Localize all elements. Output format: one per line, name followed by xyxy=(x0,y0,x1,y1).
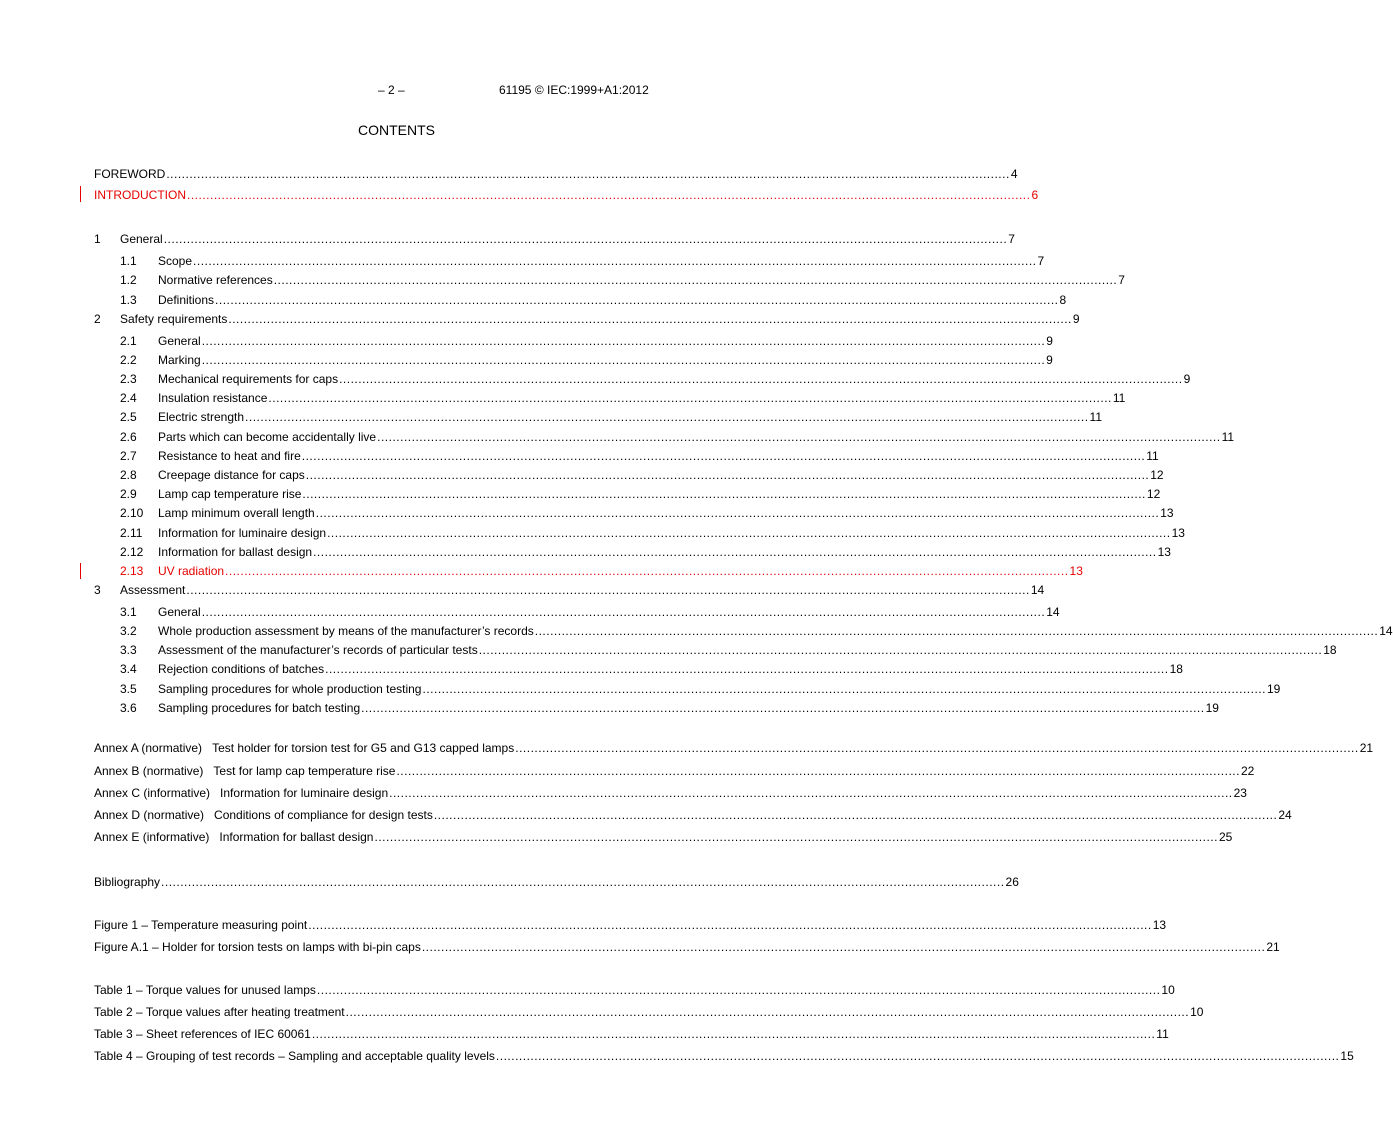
toc-label: Table 1 – Torque values for unused lamps xyxy=(94,983,316,997)
leader-dots: ............................................................................................................................................................................................................................ xyxy=(327,526,1171,540)
toc-entry-clause-2[interactable] xyxy=(94,310,1080,326)
toc-label: 2.12 Information for ballast design xyxy=(120,545,313,559)
toc-entry-annex-a[interactable] xyxy=(94,739,1374,755)
toc-label: Annex C (informative) Information for luminaire design xyxy=(94,786,389,800)
leader-dots: ............................................................................................................................................................................................................................ xyxy=(273,273,1118,287)
toc-entry-clause-2-1[interactable] xyxy=(120,332,1053,348)
toc-page: 14 xyxy=(1046,605,1060,619)
toc-entry-clause-2-8[interactable] xyxy=(120,466,1164,482)
leader-dots: ............................................................................................................................................................................................................................ xyxy=(515,741,1359,755)
toc-page: 11 xyxy=(1146,449,1159,463)
toc-entry-clause-1-3[interactable] xyxy=(120,291,1067,307)
toc-label: Figure 1 – Temperature measuring point xyxy=(94,918,308,932)
toc-entry-clause-3-3[interactable] xyxy=(120,641,1337,657)
toc-entry-clause-2-10[interactable] xyxy=(120,504,1174,520)
toc-label: 2.1 General xyxy=(120,334,201,348)
leader-dots: ............................................................................................................................................................................................................................ xyxy=(313,545,1157,559)
toc-label: 2.9 Lamp cap temperature rise xyxy=(120,487,302,501)
leader-dots: ............................................................................................................................................................................................................................ xyxy=(245,410,1089,424)
toc-label: 1.2 Normative references xyxy=(120,273,273,287)
leader-dots: ............................................................................................................................................................................................................................ xyxy=(215,293,1059,307)
toc-label: 3 Assessment xyxy=(94,583,186,597)
toc-page: 11 xyxy=(1221,430,1235,444)
toc-entry-introduction[interactable] xyxy=(94,186,1039,202)
toc-entry-table-3[interactable] xyxy=(94,1025,1169,1041)
toc-entry-clause-3-2[interactable] xyxy=(120,622,1393,638)
leader-dots: ............................................................................................................................................................................................................................ xyxy=(377,430,1221,444)
page-title: CONTENTS xyxy=(358,122,435,138)
leader-dots: ............................................................................................................................................................................................................................ xyxy=(433,808,1278,822)
leader-dots: ............................................................................................................................................................................................................................ xyxy=(186,583,1030,597)
leader-dots: ............................................................................................................................................................................................................................ xyxy=(325,662,1169,676)
toc-entry-foreword[interactable] xyxy=(94,165,1018,181)
toc-label: 2.13 UV radiation xyxy=(120,564,225,578)
toc-page: 10 xyxy=(1190,1005,1204,1019)
toc-entry-clause-1[interactable] xyxy=(94,230,1015,246)
toc-page: 24 xyxy=(1278,808,1292,822)
toc-entry-table-4[interactable] xyxy=(94,1047,1354,1063)
toc-page: 11 xyxy=(1089,410,1102,424)
toc-label: Figure A.1 – Holder for torsion tests on lamps with bi-pin caps xyxy=(94,940,421,954)
leader-dots: ............................................................................................................................................................................................................................ xyxy=(422,682,1266,696)
toc-entry-clause-2-4[interactable] xyxy=(120,389,1126,405)
toc-page: 23 xyxy=(1233,786,1247,800)
leader-dots: ............................................................................................................................................................................................................................ xyxy=(396,764,1240,778)
toc-label: FOREWORD xyxy=(94,167,166,181)
toc-page: 26 xyxy=(1005,875,1019,889)
toc-page: 7 xyxy=(1037,254,1045,268)
toc-label: 2.10 Lamp minimum overall length xyxy=(120,506,315,520)
toc-page: 13 xyxy=(1157,545,1171,559)
toc-page: 22 xyxy=(1240,764,1255,778)
leader-dots: ............................................................................................................................................................................................................................ xyxy=(311,1027,1156,1041)
toc-label: 2.5 Electric strength xyxy=(120,410,245,424)
toc-label: Bibliography xyxy=(94,875,161,889)
toc-label: 3.5 Sampling procedures for whole production testing xyxy=(120,682,422,696)
toc-entry-clause-2-6[interactable] xyxy=(120,428,1235,444)
toc-label: 1.1 Scope xyxy=(120,254,193,268)
toc-label: 2.6 Parts which can become accidentally live xyxy=(120,430,377,444)
toc-page: 18 xyxy=(1323,643,1337,657)
page-number: – 2 – xyxy=(378,83,405,97)
toc-entry-clause-3-6[interactable] xyxy=(120,699,1219,715)
leader-dots: ............................................................................................................................................................................................................................ xyxy=(421,940,1266,954)
toc-page: 14 xyxy=(1379,624,1393,638)
leader-dots: ............................................................................................................................................................................................................................ xyxy=(166,167,1010,181)
toc-label: 3.2 Whole production assessment by means of the manufacturer’s records xyxy=(120,624,534,638)
toc-page: 7 xyxy=(1008,232,1015,246)
leader-dots: ............................................................................................................................................................................................................................ xyxy=(193,254,1037,268)
leader-dots: ............................................................................................................................................................................................................................ xyxy=(302,487,1146,501)
toc-page: 13 xyxy=(1152,918,1167,932)
toc-page: 6 xyxy=(1031,188,1039,202)
leader-dots: ............................................................................................................................................................................................................................ xyxy=(225,564,1069,578)
leader-dots: ............................................................................................................................................................................................................................ xyxy=(305,468,1150,482)
toc-page: 9 xyxy=(1183,372,1191,386)
toc-label: 3.1 General xyxy=(120,605,201,619)
toc-entry-figure-1[interactable] xyxy=(94,916,1167,932)
toc-entry-annex-e[interactable] xyxy=(94,828,1233,844)
toc-entry-table-2[interactable] xyxy=(94,1003,1204,1019)
toc-entry-clause-2-2[interactable] xyxy=(120,351,1053,367)
toc-entry-clause-2-5[interactable] xyxy=(120,408,1102,424)
toc-page: 13 xyxy=(1069,564,1083,578)
toc-page: 12 xyxy=(1150,468,1164,482)
toc-label: 2.8 Creepage distance for caps xyxy=(120,468,305,482)
toc-entry-clause-3-5[interactable] xyxy=(120,680,1281,696)
leader-dots: ............................................................................................................................................................................................................................ xyxy=(316,983,1161,997)
leader-dots: ............................................................................................................................................................................................................................ xyxy=(201,334,1046,348)
toc-label: Table 4 – Grouping of test records – Sampling and acceptable quality levels xyxy=(94,1049,495,1063)
toc-page: 11 xyxy=(1112,391,1126,405)
toc-page: 9 xyxy=(1046,353,1053,367)
toc-entry-table-1[interactable] xyxy=(94,981,1175,997)
leader-dots: ............................................................................................................................................................................................................................ xyxy=(301,449,1146,463)
leader-dots: ............................................................................................................................................................................................................................ xyxy=(361,701,1205,715)
toc-page: 10 xyxy=(1161,983,1175,997)
toc-page: 19 xyxy=(1205,701,1219,715)
toc-page: 4 xyxy=(1010,167,1018,181)
toc-entry-annex-b[interactable] xyxy=(94,762,1255,778)
toc-label: 3.3 Assessment of the manufacturer’s records of particular tests xyxy=(120,643,478,657)
toc-entry-clause-2-11[interactable] xyxy=(120,524,1185,540)
leader-dots: ............................................................................................................................................................................................................................ xyxy=(534,624,1379,638)
leader-dots: ............................................................................................................................................................................................................................ xyxy=(345,1005,1190,1019)
toc-label: 1.3 Definitions xyxy=(120,293,215,307)
toc-entry-clause-1-1[interactable] xyxy=(120,252,1045,268)
toc-page: 14 xyxy=(1030,583,1045,597)
leader-dots: ............................................................................................................................................................................................................................ xyxy=(308,918,1152,932)
toc-label: Annex E (informative) Information for ballast design xyxy=(94,830,374,844)
toc-page: 8 xyxy=(1059,293,1067,307)
toc-page: 12 xyxy=(1146,487,1161,501)
toc-label: 2.11 Information for luminaire design xyxy=(120,526,327,540)
change-bar xyxy=(80,186,81,202)
leader-dots: ............................................................................................................................................................................................................................ xyxy=(389,786,1233,800)
leader-dots: ............................................................................................................................................................................................................................ xyxy=(201,605,1046,619)
leader-dots: ............................................................................................................................................................................................................................ xyxy=(495,1049,1340,1063)
toc-page: 13 xyxy=(1160,506,1174,520)
toc-label: 1 General xyxy=(94,232,163,246)
toc-entry-clause-2-7[interactable] xyxy=(120,447,1159,463)
toc-page: 13 xyxy=(1171,526,1185,540)
change-bar xyxy=(80,563,81,579)
leader-dots: ............................................................................................................................................................................................................................ xyxy=(268,391,1112,405)
leader-dots: ............................................................................................................................................................................................................................ xyxy=(339,372,1183,386)
toc-page: 9 xyxy=(1046,334,1053,348)
leader-dots: ............................................................................................................................................................................................................................ xyxy=(163,232,1008,246)
toc-entry-annex-c[interactable] xyxy=(94,784,1247,800)
toc-page: 21 xyxy=(1266,940,1280,954)
toc-entry-bibliography[interactable] xyxy=(94,873,1019,889)
toc-label: 2 Safety requirements xyxy=(94,312,228,326)
toc-label: Annex B (normative) Test for lamp cap temperature rise xyxy=(94,764,396,778)
toc-entry-figure-a1[interactable] xyxy=(94,938,1280,954)
leader-dots: ............................................................................................................................................................................................................................ xyxy=(161,875,1005,889)
toc-page: 25 xyxy=(1218,830,1233,844)
toc-entry-clause-3-4[interactable] xyxy=(120,660,1183,676)
leader-dots: ............................................................................................................................................................................................................................ xyxy=(201,353,1046,367)
toc-page: 9 xyxy=(1072,312,1080,326)
toc-entry-clause-2-13[interactable] xyxy=(120,562,1083,578)
toc-page: 7 xyxy=(1118,273,1125,287)
toc-entry-annex-d[interactable] xyxy=(94,806,1292,822)
leader-dots: ............................................................................................................................................................................................................................ xyxy=(228,312,1072,326)
toc-page: 15 xyxy=(1340,1049,1354,1063)
leader-dots: ............................................................................................................................................................................................................................ xyxy=(315,506,1160,520)
toc-label: Annex D (normative) Conditions of compliance for design tests xyxy=(94,808,433,822)
toc-label: 2.7 Resistance to heat and fire xyxy=(120,449,301,463)
toc-page: 19 xyxy=(1266,682,1281,696)
toc-label: 3.6 Sampling procedures for batch testing xyxy=(120,701,361,715)
toc-label: 3.4 Rejection conditions of batches xyxy=(120,662,325,676)
toc-entry-clause-3-1[interactable] xyxy=(120,603,1060,619)
toc-page: 18 xyxy=(1169,662,1183,676)
toc-entry-clause-3[interactable] xyxy=(94,581,1045,597)
toc-label: 2.2 Marking xyxy=(120,353,201,367)
toc-label: INTRODUCTION xyxy=(94,188,186,202)
leader-dots: ............................................................................................................................................................................................................................ xyxy=(478,643,1323,657)
toc-label: 2.4 Insulation resistance xyxy=(120,391,268,405)
standard-reference: 61195 © IEC:1999+A1:2012 xyxy=(499,83,649,97)
toc-label: Table 2 – Torque values after heating treatment xyxy=(94,1005,345,1019)
toc-page: 11 xyxy=(1156,1027,1169,1041)
toc-label: Table 3 – Sheet references of IEC 60061 xyxy=(94,1027,311,1041)
toc-label: 2.3 Mechanical requirements for caps xyxy=(120,372,339,386)
leader-dots: ............................................................................................................................................................................................................................ xyxy=(187,188,1031,202)
leader-dots: ............................................................................................................................................................................................................................ xyxy=(374,830,1218,844)
toc-entry-clause-2-3[interactable] xyxy=(120,370,1191,386)
toc-page: 21 xyxy=(1359,741,1374,755)
toc-entry-clause-2-9[interactable] xyxy=(120,485,1161,501)
toc-entry-clause-2-12[interactable] xyxy=(120,543,1171,559)
toc-entry-clause-1-2[interactable] xyxy=(120,271,1125,287)
toc-label: Annex A (normative) Test holder for torsion test for G5 and G13 capped lamps xyxy=(94,741,515,755)
